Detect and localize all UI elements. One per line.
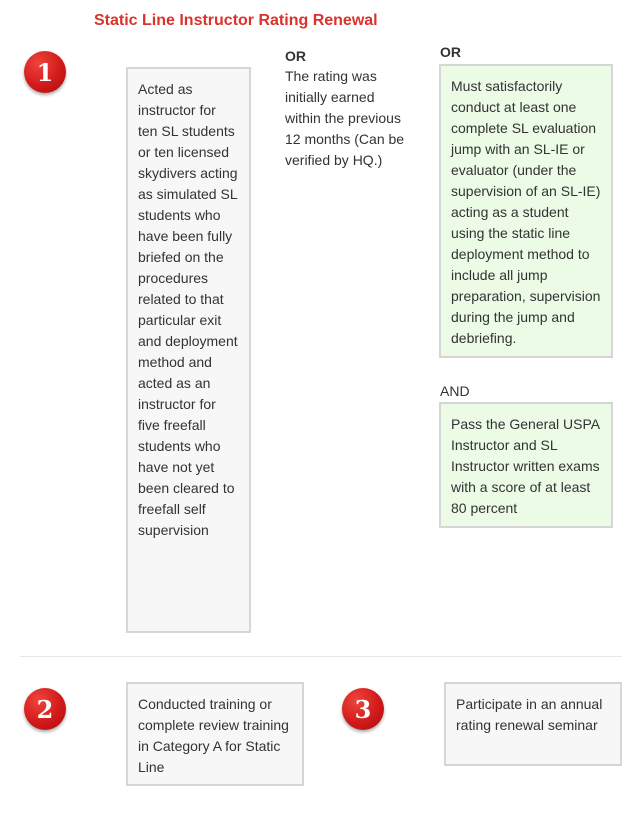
section-divider (20, 656, 622, 657)
requirement-2-text: Conducted training or complete review training in Category A for Static Line (138, 696, 289, 775)
requirement-1-option-b-text: The rating was initially earned within the previous 12 months (Can be verified by HQ.) (285, 68, 405, 168)
requirement-1-option-d-box (439, 402, 613, 528)
requirement-2-box (126, 682, 304, 786)
page-title: Static Line Instructor Rating Renewal (94, 12, 378, 29)
requirement-3-text: Participate in an annual rating renewal seminar (456, 696, 603, 733)
requirement-1-option-c-box (439, 64, 613, 358)
or-label-2: OR (440, 44, 461, 60)
or-label-1: OR (285, 48, 306, 64)
step-badge-2: 2 (24, 688, 66, 730)
step-badge-1: 1 (24, 51, 66, 93)
step-badge-3: 3 (342, 688, 384, 730)
requirement-1-option-c-text: Must satisfactorily conduct at least one complete SL evaluation jump with an SL-IE or evaluator (under the supervision of an SL-IE) acting as a student using the static line deployment method to include all jump preparation, supervision during the jump and debriefing. (451, 78, 601, 346)
requirement-1-option-a-text: Acted as instructor for ten SL students or ten licensed skydivers acting as simulated SL students who have been fully briefed on the procedures related to that particular exit and deployment method and acted as an instructor for five freefall students who have not yet been cleared to freefall self supervision (138, 81, 238, 538)
requirement-1-option-a-box (126, 67, 251, 633)
requirement-1-option-d-text: Pass the General USPA Instructor and SL Instructor written exams with a score of at least 80 percent (451, 416, 600, 516)
requirement-3-box (444, 682, 622, 766)
and-label: AND (440, 383, 470, 399)
